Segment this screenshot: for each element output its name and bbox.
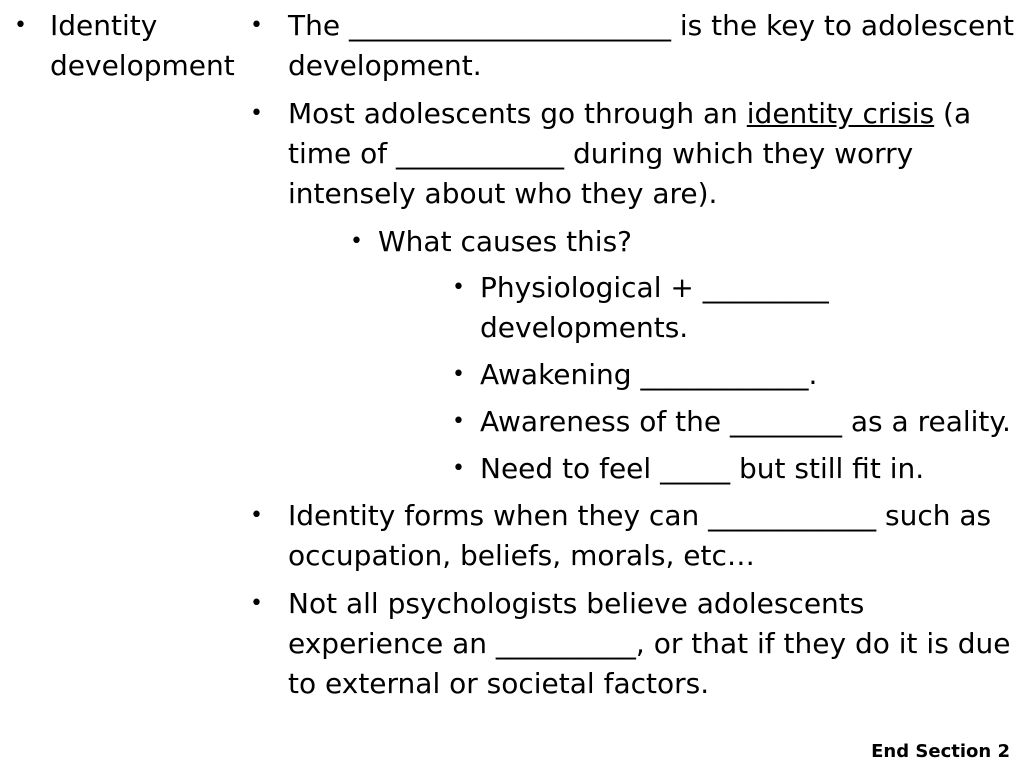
footer-label: End Section 2 — [871, 741, 1010, 762]
list-item — [250, 449, 1020, 489]
item-text: Identity forms when they can ____________ such as occupation, beliefs, morals, etc… — [288, 499, 992, 572]
bullet-icon: • — [250, 13, 263, 38]
item-text: Awareness of the ________ as a reality. — [480, 405, 1011, 438]
bullet-icon: • — [14, 13, 27, 38]
item-text: Physiological + _________ developments. — [480, 271, 829, 344]
list-item — [250, 6, 1020, 86]
bullet-icon: • — [452, 362, 465, 387]
list-item — [250, 584, 1020, 704]
item-text-pre: Most adolescents go through an — [288, 97, 747, 130]
item-text: Awakening ____________. — [480, 358, 818, 391]
list-item — [250, 402, 1020, 442]
item-text-post: (a time of ____________ during which they worry intensely about who they are). — [288, 97, 972, 210]
list-item — [250, 496, 1020, 576]
bullet-icon: • — [452, 456, 465, 481]
key-term: identity crisis — [746, 97, 935, 130]
bullet-icon: • — [452, 409, 465, 434]
item-text: The _______________________ is the key to adolescent development. — [288, 9, 1014, 82]
bullet-icon: • — [452, 275, 465, 300]
list-item — [250, 94, 1020, 214]
topic-column — [14, 6, 244, 86]
bullet-icon: • — [250, 591, 263, 616]
notes-column — [250, 6, 1020, 712]
bullet-icon: • — [350, 229, 363, 254]
list-item — [250, 222, 1020, 262]
topic-title: Identity development — [50, 9, 235, 82]
bullet-icon: • — [250, 503, 263, 528]
list-item — [250, 268, 1020, 348]
list-item — [250, 355, 1020, 395]
item-text: What causes this? — [378, 225, 633, 258]
bullet-icon: • — [250, 101, 263, 126]
item-text: Not all psychologists believe adolescents experience an __________, or that if they do it is due to external or societal factors. — [288, 587, 1011, 700]
item-text: Need to feel _____ but still fit in. — [480, 452, 925, 485]
